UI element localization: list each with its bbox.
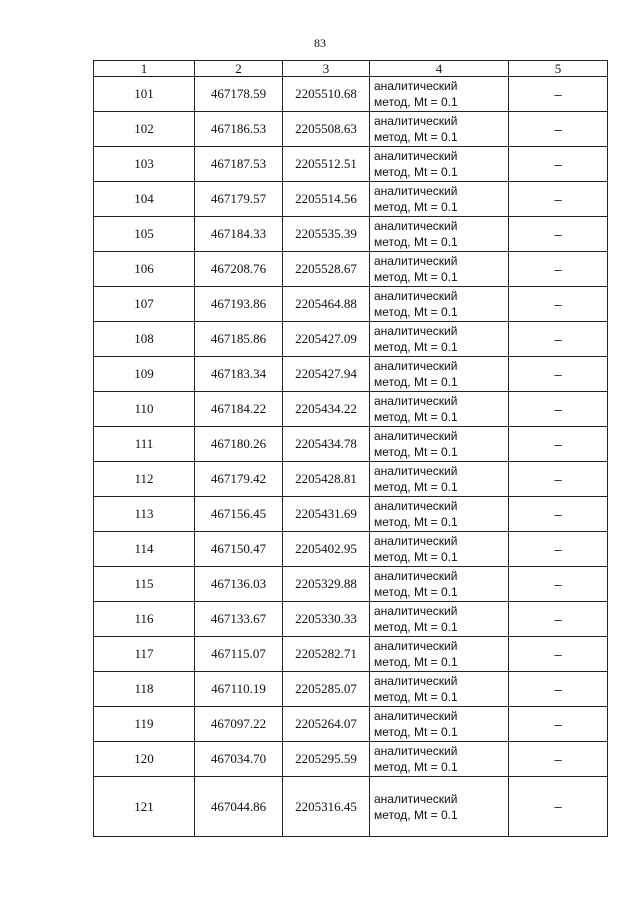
note-cell: –: [509, 112, 608, 147]
point-number-cell: 105: [94, 217, 195, 252]
point-number-cell: 109: [94, 357, 195, 392]
x-coordinate-cell: 467178.59: [195, 77, 283, 112]
point-number-cell: 116: [94, 602, 195, 637]
method-cell: [370, 252, 509, 287]
method-line-2: метод, Mt = 0.1: [374, 480, 458, 494]
note-cell: –: [509, 287, 608, 322]
table-row: [94, 147, 608, 182]
y-coordinate-cell: 2205329.88: [283, 567, 370, 602]
method-line-1: аналитический: [374, 709, 458, 723]
method-cell: [370, 77, 509, 112]
method-line-2: метод, Mt = 0.1: [374, 270, 458, 284]
method-line-1: аналитический: [374, 639, 458, 653]
y-coordinate-cell: 2205330.33: [283, 602, 370, 637]
x-coordinate-cell: 467185.86: [195, 322, 283, 357]
table-row: [94, 182, 608, 217]
point-number-cell: 103: [94, 147, 195, 182]
point-number-cell: 102: [94, 112, 195, 147]
table-row: [94, 322, 608, 357]
x-coordinate-cell: 467133.67: [195, 602, 283, 637]
method-cell: [370, 602, 509, 637]
table-row: [94, 217, 608, 252]
method-line-1: аналитический: [374, 219, 458, 233]
point-number-cell: 112: [94, 462, 195, 497]
method-line-2: метод, Mt = 0.1: [374, 305, 458, 319]
note-cell: –: [509, 497, 608, 532]
y-coordinate-cell: 2205427.94: [283, 357, 370, 392]
note-cell: –: [509, 77, 608, 112]
note-cell: –: [509, 322, 608, 357]
y-coordinate-cell: 2205508.63: [283, 112, 370, 147]
y-coordinate-cell: 2205402.95: [283, 532, 370, 567]
y-coordinate-cell: 2205427.09: [283, 322, 370, 357]
point-number-cell: 120: [94, 742, 195, 777]
method-line-1: аналитический: [374, 149, 458, 163]
x-coordinate-cell: 467184.22: [195, 392, 283, 427]
y-coordinate-cell: 2205512.51: [283, 147, 370, 182]
point-number-cell: 111: [94, 427, 195, 462]
method-line-1: аналитический: [374, 324, 458, 338]
y-coordinate-cell: 2205434.22: [283, 392, 370, 427]
method-line-1: аналитический: [374, 254, 458, 268]
method-line-2: метод, Mt = 0.1: [374, 585, 458, 599]
method-line-2: метод, Mt = 0.1: [374, 340, 458, 354]
note-cell: –: [509, 777, 608, 837]
method-line-2: метод, Mt = 0.1: [374, 95, 458, 109]
y-coordinate-cell: 2205434.78: [283, 427, 370, 462]
method-line-1: аналитический: [374, 184, 458, 198]
method-line-2: метод, Mt = 0.1: [374, 165, 458, 179]
x-coordinate-cell: 467184.33: [195, 217, 283, 252]
x-coordinate-cell: 467186.53: [195, 112, 283, 147]
method-cell: [370, 672, 509, 707]
method-cell: [370, 182, 509, 217]
method-line-1: аналитический: [374, 674, 458, 688]
method-line-2: метод, Mt = 0.1: [374, 725, 458, 739]
point-number-cell: 115: [94, 567, 195, 602]
method-line-2: метод, Mt = 0.1: [374, 200, 458, 214]
method-cell: [370, 357, 509, 392]
y-coordinate-cell: 2205431.69: [283, 497, 370, 532]
method-cell: [370, 742, 509, 777]
method-line-1: аналитический: [374, 569, 458, 583]
x-coordinate-cell: 467187.53: [195, 147, 283, 182]
method-line-2: метод, Mt = 0.1: [374, 550, 458, 564]
method-line-2: метод, Mt = 0.1: [374, 410, 458, 424]
method-line-2: метод, Mt = 0.1: [374, 807, 458, 822]
table-row: [94, 707, 608, 742]
point-number-cell: 110: [94, 392, 195, 427]
table-row: [94, 112, 608, 147]
method-line-1: аналитический: [374, 114, 458, 128]
header-col-2: 2: [195, 61, 283, 77]
method-line-1: аналитический: [374, 429, 458, 443]
note-cell: –: [509, 182, 608, 217]
x-coordinate-cell: 467179.42: [195, 462, 283, 497]
note-cell: –: [509, 672, 608, 707]
y-coordinate-cell: 2205528.67: [283, 252, 370, 287]
method-line-1: аналитический: [374, 359, 458, 373]
method-line-2: метод, Mt = 0.1: [374, 515, 458, 529]
y-coordinate-cell: 2205295.59: [283, 742, 370, 777]
point-number-cell: 121: [94, 777, 195, 837]
header-col-3: 3: [283, 61, 370, 77]
x-coordinate-cell: 467136.03: [195, 567, 283, 602]
x-coordinate-cell: 467193.86: [195, 287, 283, 322]
note-cell: –: [509, 357, 608, 392]
point-number-cell: 107: [94, 287, 195, 322]
x-coordinate-cell: 467034.70: [195, 742, 283, 777]
method-cell: [370, 217, 509, 252]
method-cell: [370, 637, 509, 672]
method-cell: [370, 497, 509, 532]
method-cell: [370, 112, 509, 147]
y-coordinate-cell: 2205428.81: [283, 462, 370, 497]
note-cell: –: [509, 462, 608, 497]
method-line-2: метод, Mt = 0.1: [374, 760, 458, 774]
method-line-1: аналитический: [374, 79, 458, 93]
x-coordinate-cell: 467044.86: [195, 777, 283, 837]
method-line-1: аналитический: [374, 289, 458, 303]
note-cell: –: [509, 532, 608, 567]
method-cell: [370, 147, 509, 182]
table-row: [94, 742, 608, 777]
point-number-cell: 101: [94, 77, 195, 112]
note-cell: –: [509, 217, 608, 252]
x-coordinate-cell: 467180.26: [195, 427, 283, 462]
y-coordinate-cell: 2205535.39: [283, 217, 370, 252]
point-number-cell: 108: [94, 322, 195, 357]
method-line-1: аналитический: [374, 499, 458, 513]
method-line-2: метод, Mt = 0.1: [374, 445, 458, 459]
header-col-5: 5: [509, 61, 608, 77]
method-cell: [370, 392, 509, 427]
table-row: [94, 567, 608, 602]
y-coordinate-cell: 2205285.07: [283, 672, 370, 707]
point-number-cell: 114: [94, 532, 195, 567]
header-col-4: 4: [370, 61, 509, 77]
method-line-2: метод, Mt = 0.1: [374, 235, 458, 249]
method-line-2: метод, Mt = 0.1: [374, 375, 458, 389]
table-row: [94, 672, 608, 707]
page-number: 83: [314, 36, 326, 50]
method-line-1: аналитический: [374, 534, 458, 548]
table-row: [94, 287, 608, 322]
table-row: [94, 497, 608, 532]
note-cell: –: [509, 427, 608, 462]
method-cell: [370, 322, 509, 357]
table-row: [94, 532, 608, 567]
y-coordinate-cell: 2205316.45: [283, 777, 370, 837]
point-number-cell: 117: [94, 637, 195, 672]
point-number-cell: 106: [94, 252, 195, 287]
x-coordinate-cell: 467110.19: [195, 672, 283, 707]
table-row: [94, 77, 608, 112]
y-coordinate-cell: 2205464.88: [283, 287, 370, 322]
table-row: [94, 462, 608, 497]
method-cell: [370, 707, 509, 742]
table-row: [94, 357, 608, 392]
method-line-1: аналитический: [374, 464, 458, 478]
table-row: [94, 602, 608, 637]
x-coordinate-cell: 467156.45: [195, 497, 283, 532]
method-cell: [370, 777, 509, 837]
note-cell: –: [509, 147, 608, 182]
x-coordinate-cell: 467097.22: [195, 707, 283, 742]
point-number-cell: 119: [94, 707, 195, 742]
table-header: [94, 61, 608, 77]
x-coordinate-cell: 467183.34: [195, 357, 283, 392]
method-line-1: аналитический: [374, 791, 458, 806]
table-row: [94, 252, 608, 287]
table-row: [94, 777, 608, 837]
header-col-1: 1: [94, 61, 195, 77]
method-line-2: метод, Mt = 0.1: [374, 130, 458, 144]
note-cell: –: [509, 637, 608, 672]
note-cell: –: [509, 567, 608, 602]
method-cell: [370, 462, 509, 497]
note-cell: –: [509, 392, 608, 427]
y-coordinate-cell: 2205510.68: [283, 77, 370, 112]
table-body: [94, 77, 608, 837]
method-line-2: метод, Mt = 0.1: [374, 690, 458, 704]
point-number-cell: 118: [94, 672, 195, 707]
y-coordinate-cell: 2205514.56: [283, 182, 370, 217]
point-number-cell: 113: [94, 497, 195, 532]
header-row: [94, 61, 608, 77]
method-line-1: аналитический: [374, 604, 458, 618]
method-cell: [370, 567, 509, 602]
method-line-2: метод, Mt = 0.1: [374, 655, 458, 669]
note-cell: –: [509, 707, 608, 742]
method-line-1: аналитический: [374, 744, 458, 758]
table-row: [94, 427, 608, 462]
table-row: [94, 392, 608, 427]
method-cell: [370, 427, 509, 462]
table-row: [94, 637, 608, 672]
x-coordinate-cell: 467150.47: [195, 532, 283, 567]
x-coordinate-cell: 467208.76: [195, 252, 283, 287]
x-coordinate-cell: 467115.07: [195, 637, 283, 672]
method-line-2: метод, Mt = 0.1: [374, 620, 458, 634]
method-cell: [370, 287, 509, 322]
note-cell: –: [509, 742, 608, 777]
note-cell: –: [509, 252, 608, 287]
y-coordinate-cell: 2205264.07: [283, 707, 370, 742]
note-cell: –: [509, 602, 608, 637]
coordinates-table: [93, 60, 608, 837]
point-number-cell: 104: [94, 182, 195, 217]
method-line-1: аналитический: [374, 394, 458, 408]
x-coordinate-cell: 467179.57: [195, 182, 283, 217]
y-coordinate-cell: 2205282.71: [283, 637, 370, 672]
method-cell: [370, 532, 509, 567]
